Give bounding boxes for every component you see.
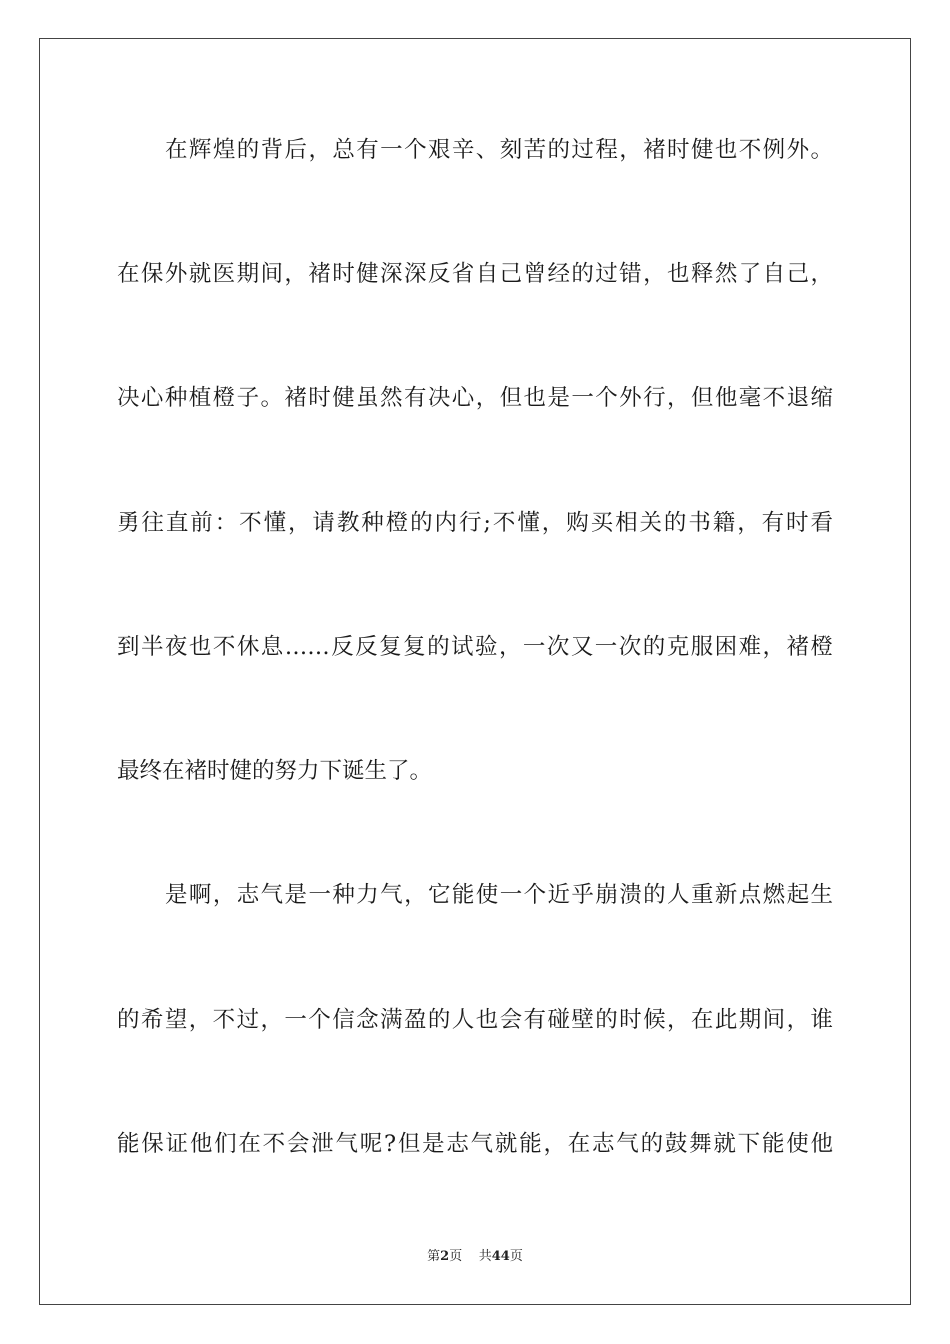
footer-total-prefix: 共 xyxy=(478,1249,492,1264)
footer-total-suffix: 页 xyxy=(509,1249,523,1264)
paragraph-line: 能保证他们在不会泄气呢?但是志气就能，在志气的鼓舞就下能使他 xyxy=(117,1131,833,1157)
paragraph-line: 到半夜也不休息……反反复复的试验，一次又一次的克服困难，褚橙 xyxy=(117,634,833,660)
paragraph-line: 的希望，不过，一个信念满盈的人也会有碰壁的时候，在此期间，谁 xyxy=(117,1007,833,1033)
paragraph-line: 决心种植橙子。褚时健虽然有决心，但也是一个外行，但他毫不退缩 xyxy=(117,385,833,411)
footer-page-suffix: 页 xyxy=(449,1249,463,1264)
footer-page-number: 2 xyxy=(440,1249,450,1264)
paragraph-line: 在辉煌的背后，总有一个艰辛、刻苦的过程，褚时健也不例外。 xyxy=(165,137,833,163)
paragraph-line: 勇往直前：不懂，请教种橙的内行;不懂，购买相关的书籍，有时看 xyxy=(117,510,833,536)
footer-total-pages: 44 xyxy=(491,1249,510,1264)
paragraph-line: 是啊，志气是一种力气，它能使一个近乎崩溃的人重新点燃起生 xyxy=(165,882,833,908)
page-border xyxy=(39,38,911,1305)
paragraph-line: 最终在褚时健的努力下诞生了。 xyxy=(117,758,433,784)
footer-page-prefix: 第 xyxy=(427,1249,441,1264)
page-footer xyxy=(0,1248,950,1266)
paragraph-line: 在保外就医期间，褚时健深深反省自己曾经的过错，也释然了自己， xyxy=(117,261,833,287)
